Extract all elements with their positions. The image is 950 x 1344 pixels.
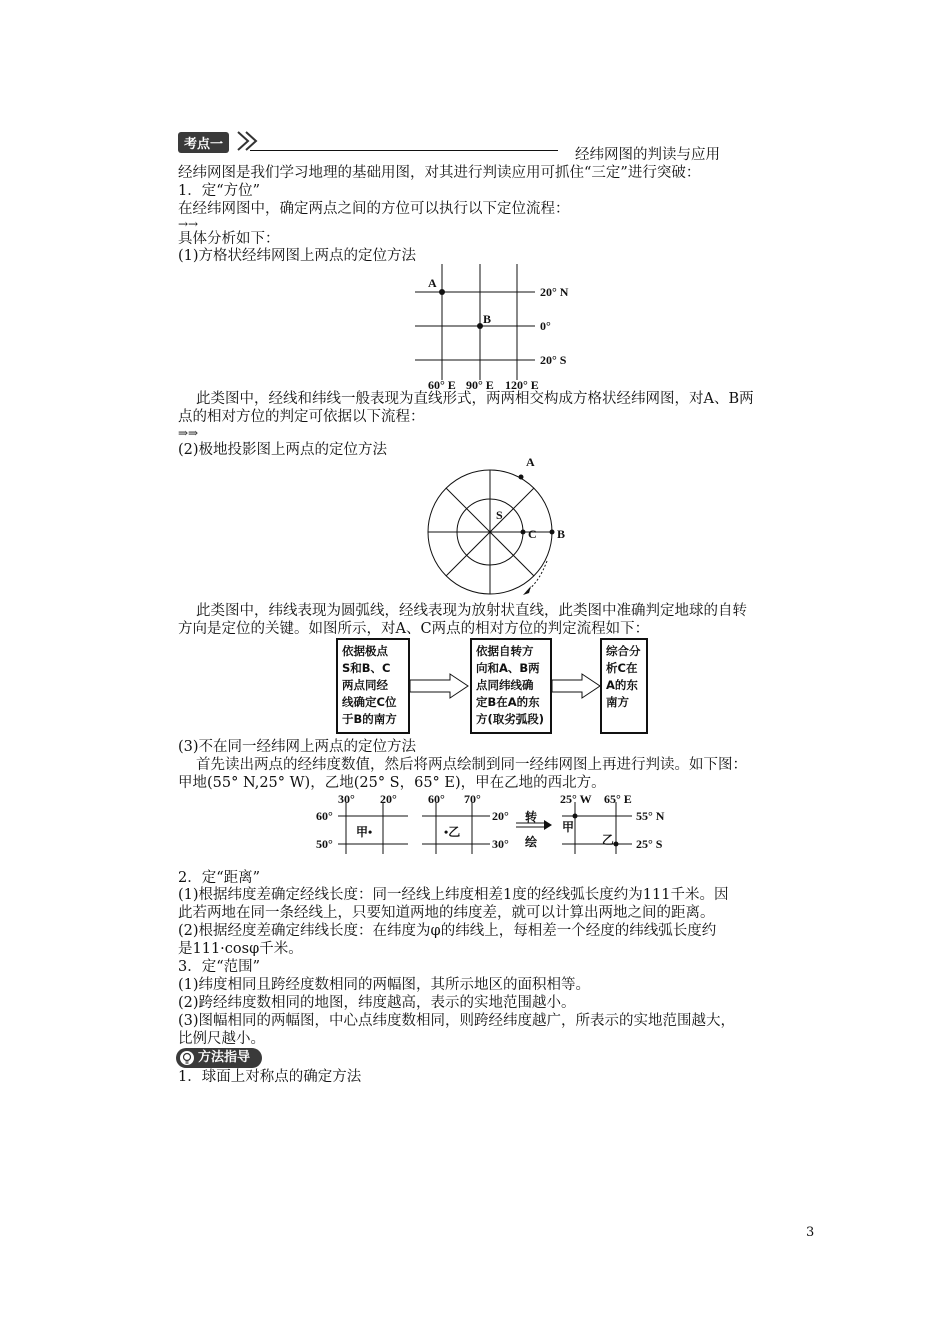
s3-para-3b: 比例尺越小。 [178, 1031, 265, 1047]
s3-para-1: (1)纬度相同且跨经度数相同的两幅图，其所示地区的面积相等。 [178, 977, 591, 993]
fig3-b-top2: 70° [464, 792, 481, 806]
fig3-a-top2: 20° [380, 792, 397, 806]
s3-para-3a: (3)图幅相同的两幅图，中心点纬度数相同，则跨经纬度越广，所表示的实地范围越大， [178, 1013, 736, 1029]
s1-para-4b: 方向是定位的关键。如图所示，对A、C两点的相对方位的判定流程如下： [178, 621, 650, 637]
s1-para-2: 具体分析如下： [178, 231, 280, 247]
fig3-a-lat2: 50° [316, 837, 333, 851]
method-item-1: 1．球面上对称点的确定方法 [178, 1069, 362, 1085]
fig3-c-point-yi: 乙 [602, 833, 615, 847]
fig3-a-lat1: 60° [316, 809, 333, 823]
fig1-lat-20s: 20° S [540, 353, 567, 367]
fig3-arrow-top: 转 [525, 810, 538, 824]
fig3-c-point-jia: 甲 [562, 820, 575, 834]
s1-para-3a: 此类图中，经线和纬线一般表现为直线形式，两两相交构成方格状经纬网图，对A、B两 [196, 391, 754, 407]
fig3-b-top1: 60° [428, 792, 445, 806]
method-badge [176, 1048, 262, 1068]
s2-para-2b: 是111·cosφ千米。 [178, 941, 303, 957]
s1-para-6: 甲地(55° N,25° W)，乙地(25° S，65° E)，甲在乙地的西北方。 [178, 775, 606, 791]
polar-figure [410, 450, 590, 600]
rotation-arrow [527, 561, 547, 591]
fig1-label-a: A [428, 276, 437, 290]
section-2-title: 2．定“距离” [178, 870, 261, 886]
fig1-lat-0: 0° [540, 319, 551, 333]
flow-arrow-2 [552, 674, 602, 698]
lightbulb-icon [179, 1050, 195, 1066]
fig1-lat-20n: 20° N [540, 285, 569, 299]
fig2-label-b: B [557, 527, 566, 541]
flow-box-3: 综合分 析C在 A的东 南方 [600, 638, 648, 734]
intro-text: 经纬网图是我们学习地理的基础用图，对其进行判读应用可抓住“三定”进行突破： [178, 165, 701, 181]
page-number: 3 [806, 1225, 815, 1240]
polar-point-c [521, 530, 526, 535]
flow-box-1: 依据极点 S和B、C 两点同经 线确定C位 于B的南方 [336, 638, 410, 734]
header-rule [250, 150, 558, 151]
fig2-label-s: S [496, 508, 503, 522]
fig3-c-top1: 25° W [560, 792, 592, 806]
s2-para-2a: (2)根据经度差确定纬线长度：在纬度为φ的纬线上，每相差一个经度的纬线弧长度约 [178, 923, 717, 939]
fig3-b-point: •乙 [444, 825, 461, 839]
s2-para-1b: 此若两地在同一条经线上，只要知道两地的纬度差，就可以计算出两地之间的距离。 [178, 905, 715, 921]
fig1-lon-90e: 90° E [466, 378, 494, 392]
s1-sub-1: (1)方格状经纬网图上两点的定位方法 [178, 248, 417, 264]
polar-point-a [519, 475, 524, 480]
fig3-a-top1: 30° [338, 792, 355, 806]
flow-box-2: 依据自转方 向和A、B两 点同纬线确 定B在A的东 方(取劣弧段) [470, 638, 552, 734]
flow-arrow-1 [410, 674, 470, 698]
fig2-label-a: A [526, 455, 535, 469]
point-a [439, 289, 445, 295]
s1-para-5: 首先读出两点的经纬度数值，然后将两点绘制到同一经纬网图上再进行判读。如下图： [196, 757, 747, 773]
fig3-a-point: 甲• [356, 825, 373, 839]
method-badge-label: 方法指导 [198, 1050, 251, 1065]
fig3-b-lat1: 20° [492, 809, 509, 823]
fig3-c-top2: 65° E [604, 792, 632, 806]
fig1-label-b: B [483, 312, 492, 326]
s1-para-3b: 点的相对方位的判定可依据以下流程： [178, 409, 425, 425]
header-chevron-icon [236, 130, 266, 152]
section-1-title: 1．定“方位” [178, 183, 261, 199]
header-title: 经纬网图的判读与应用 [575, 147, 720, 163]
kaodian-badge: 考点一 [178, 132, 229, 153]
fig3-c-lat1: 55° N [636, 809, 665, 823]
fig2-label-c: C [528, 527, 537, 541]
redraw-point-yi [614, 842, 619, 847]
fig1-lon-60e: 60° E [428, 378, 456, 392]
s1-sub-2: (2)极地投影图上两点的定位方法 [178, 442, 388, 458]
fig3-arrow-bottom: 绘 [525, 835, 538, 849]
s1-para-1: 在经纬网图中，确定两点之间的方位可以执行以下定位流程： [178, 201, 570, 217]
s1-sub-3: (3)不在同一经纬网上两点的定位方法 [178, 739, 417, 755]
s1-arrows-2: ⇒⇒ [178, 426, 199, 440]
section-3-title: 3．定“范围” [178, 959, 261, 975]
fig1-lon-120e: 120° E [505, 378, 539, 392]
s2-para-1a: (1)根据纬度差确定经线长度：同一经线上纬度相差1度的经线弧长度约为111千米。因 [178, 887, 729, 903]
fig3-c-lat2: 25° S [636, 837, 663, 851]
fig3-b-lat2: 30° [492, 837, 509, 851]
graticule-figure [410, 262, 590, 392]
s1-arrows-1: →→ [178, 217, 199, 231]
s1-para-4a: 此类图中，纬线表现为圆弧线，经线表现为放射状直线，此类图中准确判定地球的自转 [196, 603, 747, 619]
s3-para-2: (2)跨经纬度数相同的地图，纬度越高，表示的实地范围越小。 [178, 995, 576, 1011]
polar-point-b [550, 530, 555, 535]
